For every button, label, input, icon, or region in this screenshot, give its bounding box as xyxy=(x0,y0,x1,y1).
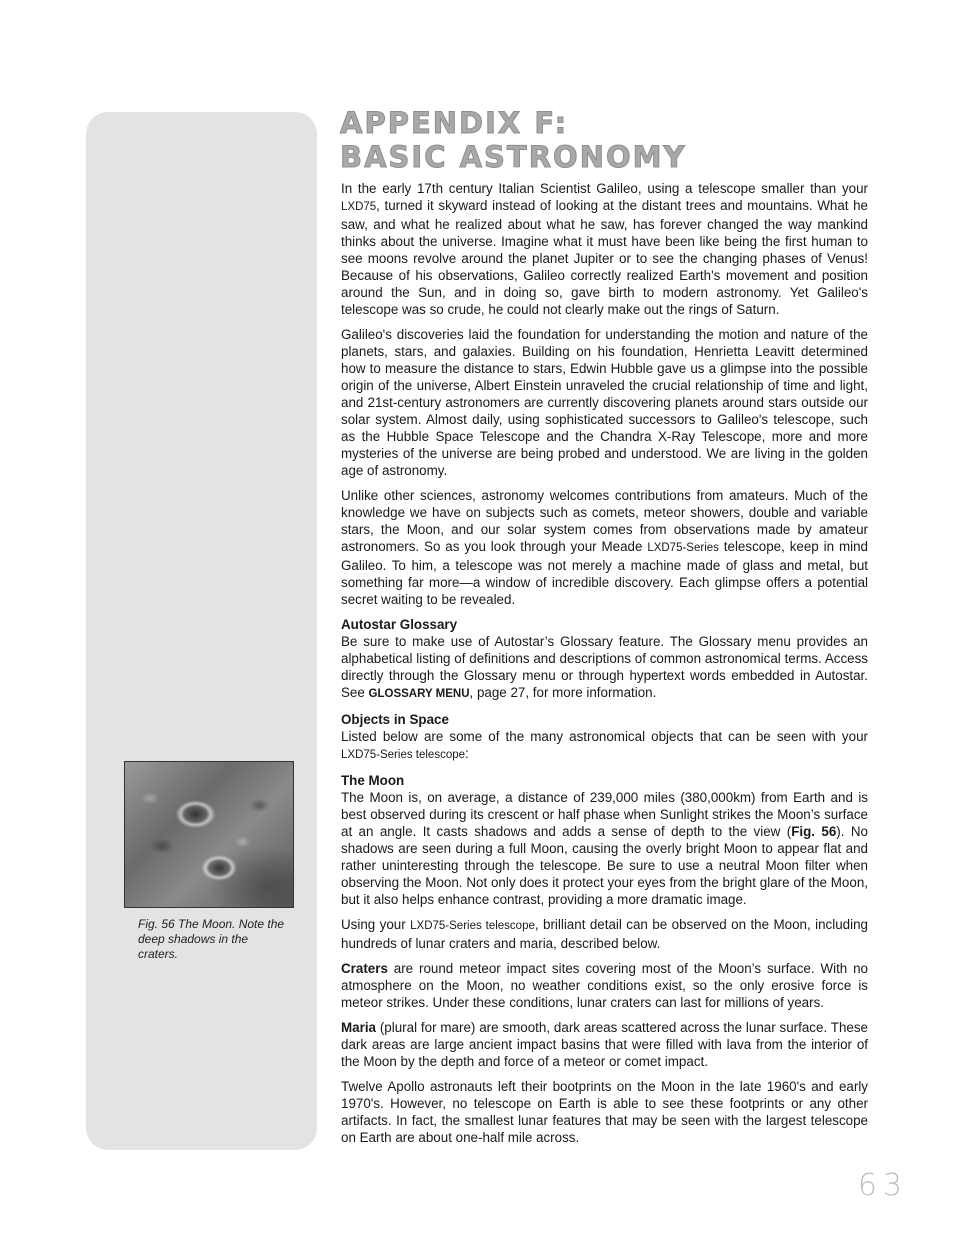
history-paragraph: Galileo's discoveries laid the foundation for understanding the motion and nature of the planets, stars, and galaxies. Building on his foundation, Henrietta Leavitt determined how to measure the distance to stars, Edwin Hubble gave us a glimpse into the possible origin of the universe, Albert Einstein unraveled the crucial relationship of time and light, and 21st-century astronomers are currently discovering planets around stars outside our solar system. Almost daily, using sophisticated successors to Galileo's telescope, such as the Hubble Space Telescope and the Chandra X-Ray Telescope, more and more mysteries of the universe are being probed and understood. We are living in the golden age of astronomy. xyxy=(341,327,868,478)
moon-photo xyxy=(124,761,294,908)
page-number: 63 xyxy=(857,1168,908,1203)
objects-paragraph: Listed below are some of the many astronomical objects that can be seen with your LXD75-Series telescope: xyxy=(341,729,868,761)
objects-heading: Objects in Space xyxy=(341,712,449,727)
maria-term: Maria xyxy=(341,1020,376,1035)
amateurs-paragraph: Unlike other sciences, astronomy welcomes contributions from amateurs. Much of the knowledge we have on subjects such as comets, meteor showers, double and variable stars, the Moon, and our solar system comes from observations made by amateur astronomers. So as you look through your Meade LXD75-Series telescope, keep in mind Galileo. To him, a telescope was not merely a machine made of glass and metal, but something far more—a window of incredible discovery. Each glimpse offers a potential secret waiting to be revealed. xyxy=(341,488,868,607)
craters-term: Craters xyxy=(341,961,388,976)
model-name: LXD75-Series telescope xyxy=(341,749,466,761)
moon-heading: The Moon xyxy=(341,773,405,788)
apollo-paragraph: Twelve Apollo astronauts left their bootprints on the Moon in the late 1960's and early 1970's. However, no telescope on Earth is able to see these footprints or any other artifacts. In fact, the smallest lunar features that may be seen with the largest telescope on Earth are about one-half mile across. xyxy=(341,1079,868,1145)
figure-caption: Fig. 56 The Moon. Note the deep shadows in the craters. xyxy=(138,917,285,961)
detail-paragraph: Using your LXD75-Series telescope, brilliant detail can be observed on the Moon, including hundreds of lunar craters and maria, described below. xyxy=(341,917,868,951)
moon-paragraph: The Moon is, on average, a distance of 239,000 miles (380,000km) from Earth and is best observed during its crescent or half phase when Sunlight strikes the Moon’s surface at an angle. It casts shadows and adds a sense of depth to the view (Fig. 56). No shadows are seen during a full Moon, causing the overly bright Moon to appear flat and rather uninteresting through the telescope. Be sure to use a neutral Moon filter when observing the Moon. Not only does it protect your eyes from the bright glare of the Moon, but it also helps enhance contrast, providing a more dramatic image. xyxy=(341,790,868,907)
intro-paragraph: In the early 17th century Italian Scientist Galileo, using a telescope smaller than your LXD75, turned it skyward instead of looking at the distant trees and mountains. What he saw, and what he realized about what he saw, has forever changed the way mankind thinks about the universe. Imagine what it must have been like being the first human to see moons revolve around the planet Jupiter or to see the changing phases of Venus! Because of his observations, Galileo correctly realized Earth's movement and position around the Sun, and in doing so, gave birth to modern astronomy. Yet Galileo's telescope was so crude, he could not clearly make out the rings of Saturn. xyxy=(341,181,868,317)
glossary-heading: Autostar Glossary xyxy=(341,617,458,632)
glossary-paragraph: Be sure to make use of Autostar’s Glossary feature. The Glossary menu provides an alphabetical listing of definitions and descriptions of common astronomical terms. Access directly through the Glossary menu or through hypertext words embedded in Autostar. See GLOSSARY MENU, page 27, for more information. xyxy=(341,634,868,700)
model-name: LXD75-Series xyxy=(647,542,719,554)
model-name: LXD75-Series telescope xyxy=(410,920,535,932)
model-name: LXD75 xyxy=(341,201,377,213)
craters-paragraph: Craters are round meteor impact sites covering most of the Moon’s surface. With no atmosphere on the Moon, no weather conditions exist, so the only erosive force is meteor strikes. Under these conditions, lunar craters can last for millions of years. xyxy=(341,961,868,1010)
maria-paragraph: Maria (plural for mare) are smooth, dark areas scattered across the lunar surface. These dark areas are large ancient impact basins that were filled with lava from the interior of the Moon by the depth and force of a meteor or comet impact. xyxy=(341,1020,868,1069)
sidebar-panel xyxy=(86,112,317,1150)
figure-reference: Fig. 56 xyxy=(791,824,837,839)
title-line-2: BASIC ASTRONOMY xyxy=(340,140,687,174)
title-line-1: APPENDIX F: xyxy=(340,106,569,140)
glossary-menu-reference: GLOSSARY MENU xyxy=(368,688,470,700)
page-title xyxy=(340,106,686,174)
main-content xyxy=(341,180,868,1154)
